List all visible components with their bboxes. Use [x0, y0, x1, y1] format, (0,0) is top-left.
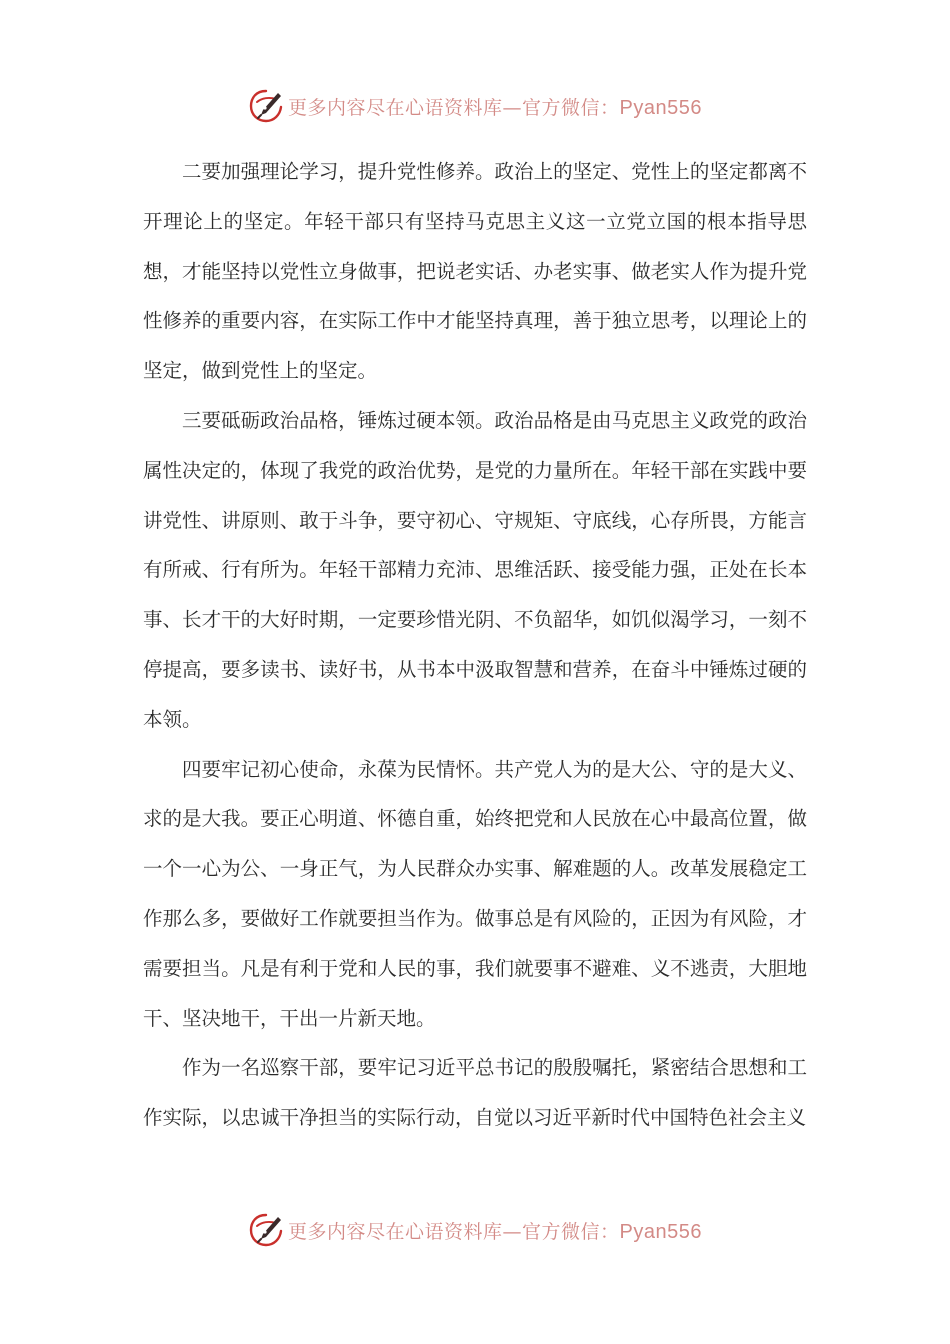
header-banner [0, 86, 950, 126]
document-body [143, 147, 807, 1143]
header-banner-text: 更多内容尽在心语资料库—官方微信：Pyan556 [288, 96, 702, 119]
footer-banner-text: 更多内容尽在心语资料库—官方微信：Pyan556 [288, 1220, 702, 1243]
footer-wechat-id: Pyan556 [619, 1220, 702, 1243]
paragraph: 三要砥砺政治品格，锤炼过硬本领。政治品格是由马克思主义政党的政治属性决定的，体现了我党的政治优势，是党的力量所在。年轻干部在实践中要讲党性、讲原则、敢于斗争，要守初心、守规矩、守底线，心存所畏，方能言有所戒、行有所为。年轻干部精力充沛、思维活跃、接受能力强，正处在长本事、长才干的大好时期，一定要珍惜光阴、不负韶华，如饥似渴学习，一刻不停提高，要多读书、读好书，从书本中汲取智慧和营养，在奋斗中锤炼过硬的本领。 [143, 408, 807, 731]
pen-logo-icon [248, 1212, 284, 1248]
paragraph: 二要加强理论学习，提升党性修养。政治上的坚定、党性上的坚定都离不开理论上的坚定。年轻干部只有坚持马克思主义这一立党立国的根本指导思想，才能坚持以党性立身做事，把说老实话、办老实事、做老实人作为提升党性修养的重要内容，在实际工作中才能坚持真理，善于独立思考，以理论上的坚定，做到党性上的坚定。 [143, 160, 807, 383]
pen-logo-icon [248, 88, 284, 124]
header-wechat-id: Pyan556 [619, 96, 702, 119]
paragraph: 四要牢记初心使命，永葆为民情怀。共产党人为的是大公、守的是大义、求的是大我。要正心明道、怀德自重，始终把党和人民放在心中最高位置，做一个一心为公、一身正气，为人民群众办实事、解难题的人。改革发展稳定工作那么多，要做好工作就要担当作为。做事总是有风险的，正因为有风险，才需要担当。凡是有利于党和人民的事，我们就要事不避难、义不逃责，大胆地干、坚决地干，干出一片新天地。 [143, 757, 807, 1030]
footer-banner [0, 1210, 950, 1250]
paragraph: 作为一名巡察干部，要牢记习近平总书记的殷殷嘱托，紧密结合思想和工作实际，以忠诚干净担当的实际行动，自觉以习近平新时代中国特色社会主义 [143, 1056, 807, 1130]
